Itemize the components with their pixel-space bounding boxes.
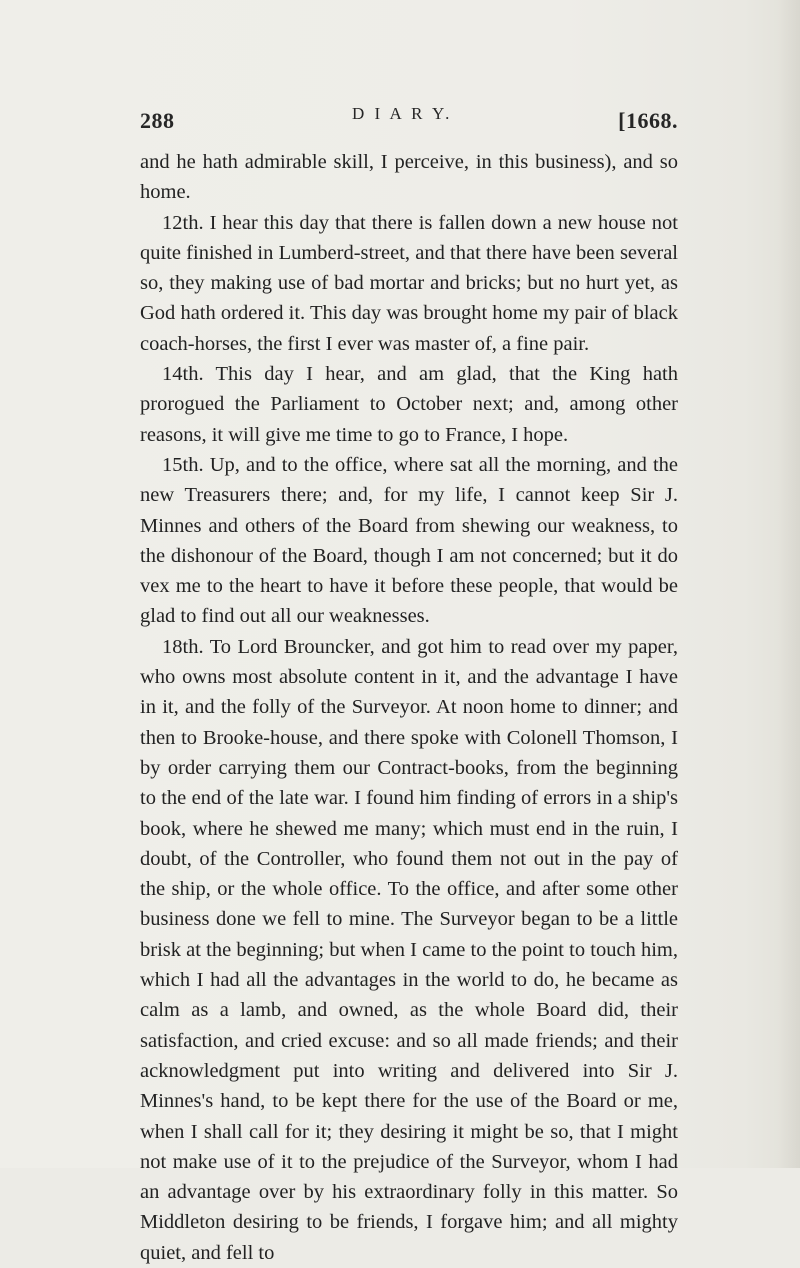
- running-title: D I A R Y.: [352, 104, 453, 123]
- diary-text: [140, 147, 678, 1268]
- page-number: 288: [140, 108, 175, 133]
- entry-18th: 18th. To Lord Brouncker, and got him to read over my paper, who owns most absolute content in it, and the advantage I have in it, and the folly of the Surveyor. At noon home to dinner; and then to Brooke-house, and there spoke with Colonell Thomson, I by order carrying them our Contract-books, from the beginning to the end of the late war. I found him finding of errors in a ship's book, where he shewed me many; which must end in the ruin, I doubt, of the Controller, who found them not out in the pay of the ship, or the whole office. To the office, and after some other business done we fell to mine. The Surveyor began to be a little brisk at the beginning; but when I came to the point to touch him, which I had all the advantages in the world to do, he became as calm as a lamb, and owned, as the whole Board did, their satisfaction, and cried excuse: and so all made friends; and their acknowledgment put into writing and delivered into Sir J. Minnes's hand, to be kept there for the use of the Board or me, when I shall call for it; they desiring it might be so, that I might not make use of it to the prejudice of the Surveyor, whom I had an advantage over by his extraordinary folly in this matter. So Middleton desiring to be friends, I forgave him; and all mighty quiet, and fell to: [140, 635, 678, 1264]
- running-head: [140, 104, 678, 134]
- entry-12th: 12th. I hear this day that there is fallen down a new house not quite finished in Lumberd-street, and that there have been several so, they making use of bad mortar and bricks; but no hurt yet, as God hath ordered it. This day was brought home my pair of black coach-horses, the first I ever was master of, a fine pair.: [140, 211, 678, 355]
- entry-15th: 15th. Up, and to the office, where sat all the morning, and the new Treasurers there; and, for my life, I cannot keep Sir J. Minnes and others of the Board from shewing our weakness, to the dishonour of the Board, though I am not concerned; but it do vex me to the heart to have it before these people, that would be glad to find out all our weaknesses.: [140, 453, 678, 628]
- paragraph-continuation: and he hath admirable skill, I perceive, in this business), and so home.: [140, 151, 678, 204]
- page-edge-shadow: [778, 0, 800, 1168]
- entry-14th: 14th. This day I hear, and am glad, that the King hath prorogued the Parliament to October next; and, among other reasons, it will give me time to go to France, I hope.: [140, 363, 678, 446]
- year-mark: [1668.: [618, 108, 678, 133]
